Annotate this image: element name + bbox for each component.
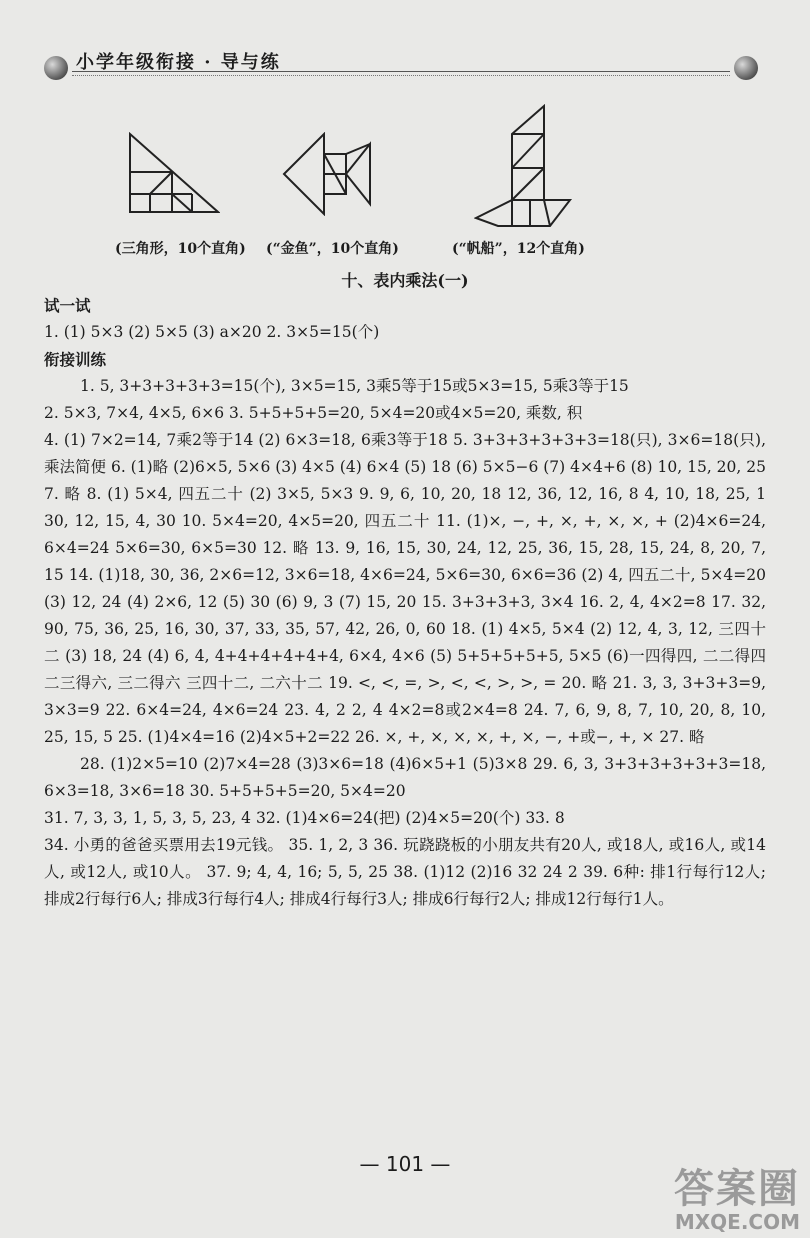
header-rule	[72, 71, 730, 72]
subheading-practice: 衔接训练	[44, 350, 107, 369]
watermark-url: MXQE.COM	[674, 1210, 800, 1234]
answer-paragraph: 1. 5, 3+3+3+3+3=15(个), 3×5=15, 3乘5等于15或5×3=15, 5乘3等于15	[80, 377, 629, 395]
answer-paragraph: 28. (1)2×5=10 (2)7×4=28 (3)3×6=18 (4)6×5+1 (5)3×8 29. 6, 3, 3+3+3+3+3+3=18, 6×3=18, 3×6=18 30. 5+5+5+5=20, 5×4=20	[44, 755, 766, 800]
page-number: — 101 —	[359, 1152, 451, 1176]
header-rule-dotted	[72, 75, 730, 76]
watermark-logo-text: 答案圈	[674, 1166, 800, 1212]
answer-paragraph: 34. 小勇的爸爸买票用去19元钱。 35. 1, 2, 3 36. 玩跷跷板的小朋友共有20人, 或18人, 或16人, 或14人, 或12人, 或10人。 37. 9; 4, 4, 16; 5, 5, 25 38. (1)12 (2)16 32 24 2 39. 6种: 排1行每行12人; 排成2行每行6人; 排成3行每行4人; 排成4行每行3人; 排成6行每行2人; 排成12行每行1人。	[44, 836, 766, 908]
sailboat-tangram-figure	[474, 104, 574, 234]
subheading-try: 试一试	[44, 296, 91, 315]
header-ornament-left	[44, 56, 68, 80]
answer-paragraph: 2. 5×3, 7×4, 4×5, 6×6 3. 5+5+5+5=20, 5×4=20或4×5=20, 乘数, 积	[44, 404, 583, 422]
answer-paragraph: 4. (1) 7×2=14, 7乘2等于14 (2) 6×3=18, 6乘3等于18 5. 3+3+3+3+3+3=18(只), 3×6=18(只), 乘法简便 6. (1)略 (2)6×5, 5×6 (3) 4×5 (4) 6×4 (5) 18 (6) 5×5−6 (7) 4×4+6 (8) 10, 15, 20, 25 7. 略 8. (1) 5×4, 四五二十 (2) 3×5, 5×3 9. 9, 6, 10, 20, 18 12, 36, 12, 16, 8 4, 10, 18, 25, 1 30, 12, 15, 4, 30 10. 5×4=20, 4×5=20, 四五二十 11. (1)×, −, +, ×, +, ×, ×, + (2)4×6=24, 6×4=24 5×6=30, 6×5=30 12. 略 13. 9, 16, 15, 30, 24, 12, 25, 36, 15, 28, 15, 24, 8, 20, 7, 15 14. (1)18, 30, 36, 2×6=12, 3×6=18, 4×6=24, 5×6=30, 6×6=36 (2) 4, 四五二十, 5×4=20 (3) 12, 24 (4) 2×6, 12 (5) 30 (6) 9, 3 (7) 15, 20 15. 3+3+3+3, 3×4 16. 2, 4, 4×2=8 17. 32, 90, 75, 36, 25, 16, 30, 37, 33, 35, 57, 42, 26, 0, 60 18. (1) 4×5, 5×4 (2) 12, 4, 3, 12, 三四十二 (3) 18, 24 (4) 6, 4, 4+4+4+4+4+4, 6×4, 4×6 (5) 5+5+5+5+5, 5×5 (6)一四得四, 二二得四 二三得六, 三二得六 三四十二, 二六十二 19. <, <, =, >, <, <, >, >, = 20. 略 21. 3, 3, 3+3+3=9, 3×3=9 22. 6×4=24, 4×6=24 23. 4, 2 2, 4 4×2=8或2×4=8 24. 7, 6, 9, 8, 7, 10, 20, 8, 10, 25, 15, 5 25. (1)4×4=16 (2)4×5+2=22 26. ×, +, ×, ×, ×, +, ×, −, +或−, +, × 27. 略	[44, 431, 766, 746]
watermark	[674, 1157, 800, 1234]
goldfish-tangram-figure	[282, 132, 374, 216]
figure-caption-triangle: (三角形，10个直角)	[115, 241, 246, 257]
answer-paragraph: 1. (1) 5×3 (2) 5×5 (3) a×20 2. 3×5=15(个)	[44, 323, 380, 341]
figure-caption-sailboat: (“帆船”，12个直角)	[452, 241, 585, 257]
page-header	[40, 40, 762, 100]
header-ornament-right	[734, 56, 758, 80]
section-title: 十、表内乘法(一)	[341, 271, 469, 290]
book-title: 小学年级衔接 · 导与练	[76, 52, 281, 73]
answer-paragraph: 31. 7, 3, 3, 1, 5, 3, 5, 23, 4 32. (1)4×6=24(把) (2)4×5=20(个) 33. 8	[44, 809, 565, 827]
triangle-tangram-figure	[128, 132, 220, 214]
figure-caption-goldfish: (“金鱼”，10个直角)	[266, 241, 399, 257]
answer-content	[44, 292, 766, 913]
